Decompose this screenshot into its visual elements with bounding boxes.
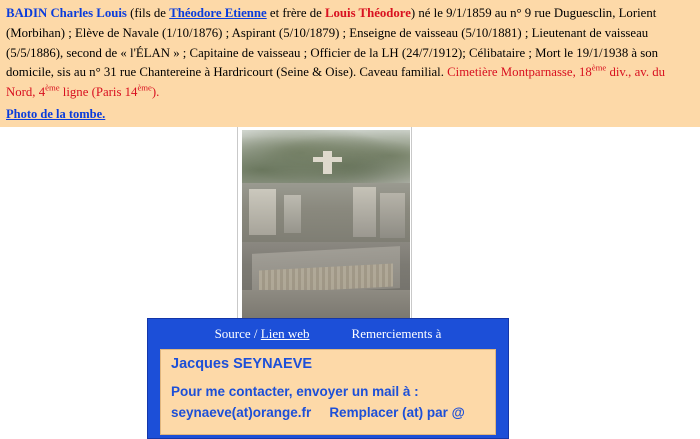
cemetery-end: ). (151, 85, 160, 100)
source-group (215, 326, 310, 342)
link-father[interactable]: Théodore Etienne (169, 6, 267, 20)
biography-block (0, 0, 700, 107)
email-address: seynaeve(at)orange.fr (171, 405, 312, 420)
grave-photo (242, 130, 410, 320)
cemetery-sup-2: ème (45, 83, 60, 94)
vertical-divider-right (411, 127, 412, 323)
biography-text (6, 4, 694, 103)
photo-headstone-b (284, 195, 301, 233)
link-brother[interactable]: Louis Théodore (324, 6, 411, 20)
photo-de-la-tombe-link[interactable]: Photo de la tombe. (6, 107, 106, 122)
card-body (160, 349, 496, 435)
contact-card (147, 318, 509, 439)
photo-cross (323, 151, 331, 174)
photo-headstone-d (380, 193, 405, 239)
thanks-label: Remerciements à (351, 326, 442, 341)
cemetery-suffix: ligne (Paris 14 (59, 85, 138, 100)
mail-line (171, 405, 485, 420)
cemetery-prefix: Cimetière Montparnasse, 18 (447, 65, 592, 80)
photo-central-monument (311, 162, 345, 246)
contributor-name: Jacques SEYNAEVE (171, 356, 313, 372)
bio-text-1: (fils de (126, 6, 170, 20)
person-name: BADIN Charles Louis (6, 6, 127, 20)
lien-web-link[interactable]: Lien web (260, 326, 310, 341)
source-label: Source / (214, 326, 258, 341)
image-area (0, 127, 700, 323)
bio-text-2: et frère de (266, 6, 325, 20)
contact-instruction: Pour me contacter, envoyer un mail à : (171, 384, 419, 399)
photo-link-row (0, 107, 700, 127)
card-header (148, 319, 508, 349)
bio-text-3: ) né le 9/1/1859 au n° 9 rue Duguesclin, Lorient (Morbihan) ; Elève de Navale (1/10/1876) ; Aspirant (5/10/1879) ; Enseigne de vaisseau (5/10/1881) ; Lieutenant de vaisseau (5/5/1886), second de « l'ÉLAN » ; Capitaine de vaisseau ; Officier de la LH (24/7/1912); Célibataire ; Mort le 19/1/1938 à son domicile, sis au n° 31 rue Chantereine à Hardricourt (Seine & Oise). Caveau familial. (6, 6, 659, 80)
cemetery-mid: div., av. du Nord, 4 (6, 65, 666, 100)
photo-headstone-a (249, 189, 276, 235)
photo-headstone-c (353, 187, 377, 236)
photo-path (242, 290, 410, 320)
cemetery-sup-3: ème (137, 83, 152, 94)
cemetery-sup-1: ème (591, 63, 607, 74)
replace-note: Remplacer (at) par @ (329, 405, 465, 420)
vertical-divider-left (237, 127, 238, 323)
